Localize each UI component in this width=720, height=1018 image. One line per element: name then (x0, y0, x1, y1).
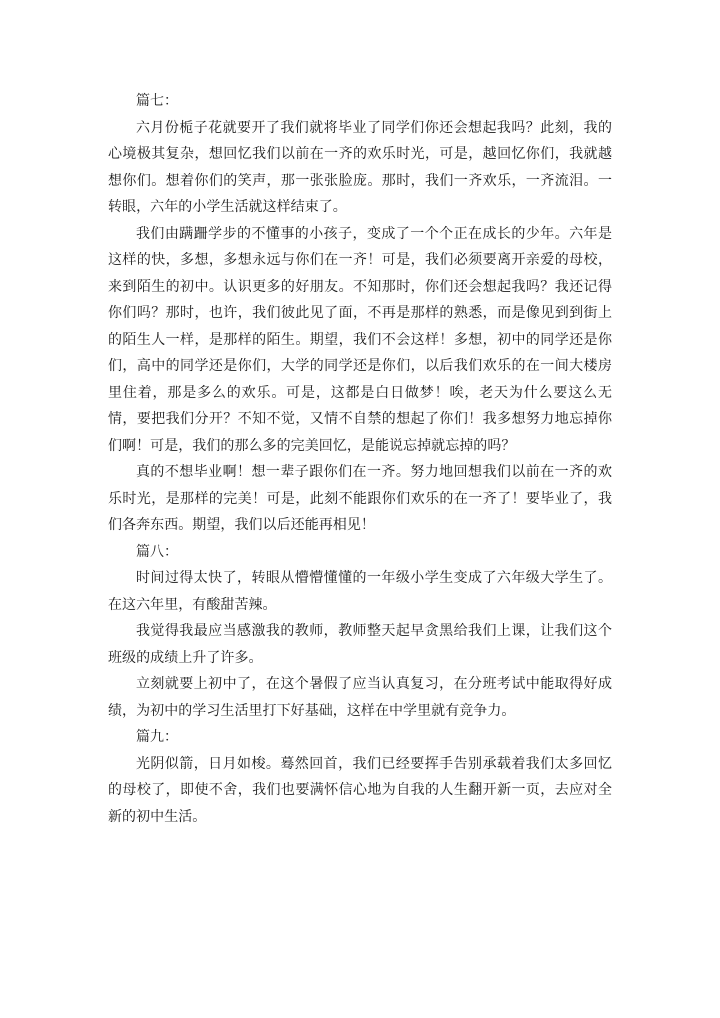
paragraph-7-3: 真的不想毕业啊！想一辈子跟你们在一齐。努力地回想我们以前在一齐的欢乐时光，是那样的完美！可是，此刻不能跟你们欢乐的在一齐了！要毕业了，我们各奔东西。期望，我们以后还能再相见！ (108, 464, 612, 533)
section-heading-9: 篇九： (136, 729, 178, 745)
paragraph-7-1: 六月份栀子花就要开了我们就将毕业了同学们你还会想起我吗？此刻，我的心境极其复杂，想回忆我们以前在一齐的欢乐时光，可是，越回忆你们，我就越想你们。想着你们的笑声，那一张张脸庞。那时，我们一齐欢乐，一齐流泪。一转眼，六年的小学生活就这样结束了。 (108, 119, 612, 215)
paragraph-7-2: 我们由蹒跚学步的不懂事的小孩子，变成了一个个正在成长的少年。六年是这样的快，多想，多想永远与你们在一齐！可是，我们必须要离开亲爱的母校，来到陌生的初中。认识更多的好朋友。不知那时，你们还会想起我吗？我还记得你们吗？那时，也许，我们彼此见了面，不再是那样的熟悉，而是像见到到街上的陌生人一样，是那样的陌生。期望，我们不会这样！多想，初中的同学还是你们，高中的同学还是你们，大学的同学还是你们，以后我们欢乐的在一间大楼房里住着，那是多么的欢乐。可是，这都是白日做梦！唉，老天为什么要这么无情，要把我们分开？不知不觉，又情不自禁的想起了你们！我多想努力地忘掉你们啊！可是，我们的那么多的完美回忆，是能说忘掉就忘掉的吗？ (108, 225, 612, 454)
paragraph-8-3: 立刻就要上初中了，在这个暑假了应当认真复习，在分班考试中能取得好成绩，为初中的学习生活里打下好基础，这样在中学里就有竞争力。 (108, 676, 612, 719)
paragraph-8-2: 我觉得我最应当感激我的教师，教师整天起早贪黑给我们上课，让我们这个班级的成绩上升了许多。 (108, 623, 612, 666)
paragraph-9-1: 光阴似箭，日月如梭。蓦然回首，我们已经要挥手告别承载着我们太多回忆的母校了，即使不舍，我们也要满怀信心地为自我的人生翻开新一页，去应对全新的初中生活。 (108, 755, 612, 825)
document-page (108, 88, 612, 830)
section-heading-8: 篇八： (136, 543, 178, 560)
section-heading-7: 篇七： (136, 93, 178, 109)
paragraph-8-1: 时间过得太快了，转眼从懵懵懂懂的一年级小学生变成了六年级大学生了。在这六年里，有酸甜苦辣。 (108, 570, 612, 613)
